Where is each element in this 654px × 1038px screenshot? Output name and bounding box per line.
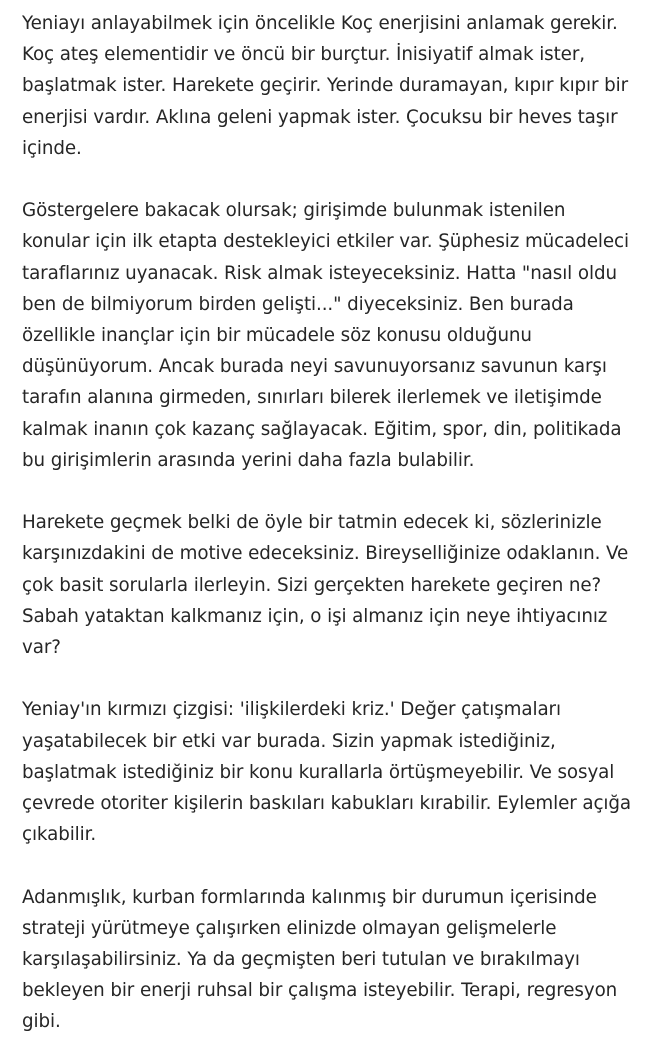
paragraph-devotion: Adanmışlık, kurban formlarında kalınmış bir durumun içerisinde strateji yürütmeye çalışırken elinizde olmayan gelişmelerle karşılaşabilirsiniz. Ya da geçmişten beri tutulan ve bırakılmayı bekleyen bir enerji ruhsal bir çalışma isteyebilir. Terapi, regresyon gibi. bbox=[22, 886, 618, 1033]
paragraph-red-line: Yeniay'ın kırmızı çizgisi: 'ilişkilerdeki kriz.' Değer çatışmaları yaşatabilecek bir etki var burada. Sizin yapmak istediğiniz, başlatmak istediğiniz bir konu kurallarla örtüşmeyebilir. Ve sosyal çevrede otoriter kişilerin baskıları kabukları kırabilir. Eylemler açığa çıkabilir. bbox=[22, 699, 632, 846]
article-body bbox=[22, 8, 632, 1038]
paragraph-koc-energy: Yeniayı anlayabilmek için öncelikle Koç enerjisini anlamak gerekir. Koç ateş elementidir ve öncü bir burçtur. İnisiyatif almak ister, başlatmak ister. Harekete geçirir. Yerinde duramayan, kıpır kıpır bir enerjisi vardır. Aklına geleni yapmak ister. Çocuksu bir heves taşır içinde. bbox=[22, 13, 629, 159]
paragraph-indicators: Göstergelere bakacak olursak; girişimde bulunmak istenilen konular için ilk etapta destekleyici etkiler var. Şüphesiz mücadeleci taraflarınız uyanacak. Risk almak isteyeceksiniz. Hatta "nasıl oldu ben de bilmiyorum birden gelişti..." diyeceksiniz. Ben burada özellikle inançlar için bir mücadele söz konusu olduğunu düşünüyorum. Ancak burada neyi savunuyorsanız savunun karşı tarafın alanına girmeden, sınırları bilerek ilerlemek ve iletişimde kalmak inanın çok kazanç sağlayacak. Eğitim, spor, din, politikada bu girişimlerin arasında yerini daha fazla bulabilir. bbox=[22, 200, 629, 471]
paragraph-take-action: Harekete geçmek belki de öyle bir tatmin edecek ki, sözlerinizle karşınızdakini de motive edeceksiniz. Bireyselliğinize odaklanın. Ve çok basit sorularla ilerleyin. Sizi gerçekten harekete geçiren ne? Sabah yataktan kalkmanız için, o işi almanız için neye ihtiyacınız var? bbox=[22, 512, 629, 659]
